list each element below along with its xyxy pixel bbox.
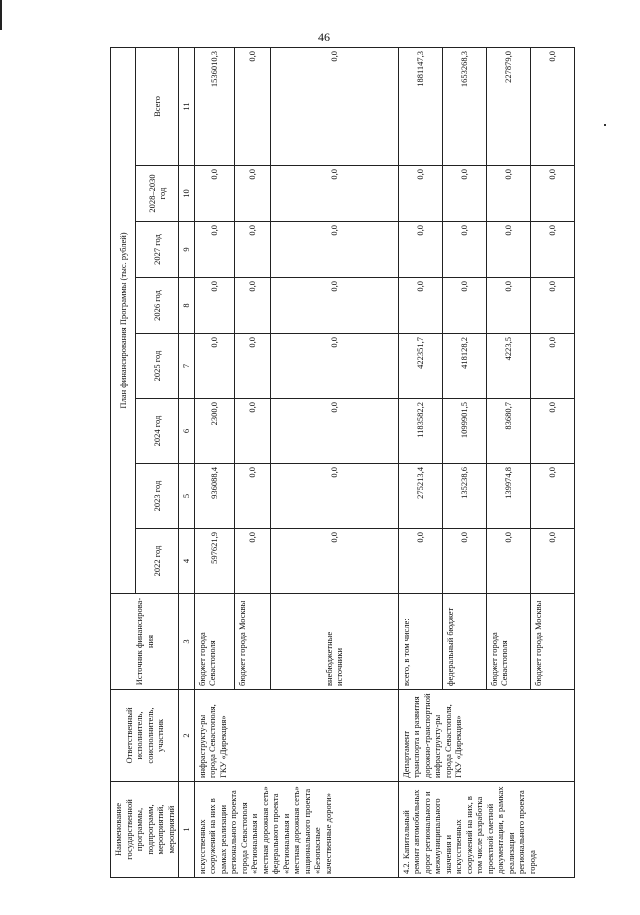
value-cell: 0,0 <box>234 222 270 278</box>
value-cell: 1183582,2 <box>398 399 442 464</box>
value-cell: 597621,9 <box>194 529 234 594</box>
value-cell: 0,0 <box>486 222 530 278</box>
value-cell: 0,0 <box>194 278 234 334</box>
header-year: 2026 год <box>136 278 179 334</box>
header-year: 2023 год <box>136 464 179 529</box>
value-cell: 0,0 <box>194 166 234 222</box>
value-cell: 1536010,3 <box>194 47 234 165</box>
value-cell: 0,0 <box>486 166 530 222</box>
value-cell: 0,0 <box>234 529 270 594</box>
row-source: всего, в том числе: <box>398 594 442 690</box>
value-cell: 1653268,3 <box>442 47 486 165</box>
financing-table <box>110 47 575 878</box>
col-number: 7 <box>179 334 195 399</box>
value-cell: 0,0 <box>270 529 398 594</box>
table-row <box>398 47 442 877</box>
value-cell: 0,0 <box>398 529 442 594</box>
col-number: 2 <box>179 690 195 782</box>
value-cell: 422351,7 <box>398 334 442 399</box>
value-cell: 0,0 <box>530 399 574 464</box>
value-cell: 0,0 <box>270 278 398 334</box>
row-executor: инфраструкту-ры города Севастополя, ГКУ «Дирекция» <box>194 690 398 782</box>
header-year: 2022 год <box>136 529 179 594</box>
value-cell: 1881147,3 <box>398 47 442 165</box>
header-year: 2024 год <box>136 399 179 464</box>
value-cell: 83680,7 <box>486 399 530 464</box>
value-cell: 0,0 <box>270 166 398 222</box>
col-number: 6 <box>179 399 195 464</box>
value-cell: 0,0 <box>442 166 486 222</box>
header-name: Наименование государственной программы, подпрограмм, мероприятий, мероприятий <box>111 782 179 878</box>
value-cell: 0,0 <box>486 278 530 334</box>
value-cell: 0,0 <box>270 222 398 278</box>
value-cell: 4223,5 <box>486 334 530 399</box>
value-cell: 2300,0 <box>194 399 234 464</box>
row-source: внебюджетные источники <box>270 594 398 690</box>
value-cell: 0,0 <box>270 47 398 165</box>
row-source: бюджет города Севастополя <box>486 594 530 690</box>
row-executor: Департамент транспорта и развития дорожно-транспортной инфраструкту-ры города Севастополя, ГКУ «Дирекция» <box>398 690 574 782</box>
col-number: 10 <box>179 166 195 222</box>
value-cell: 0,0 <box>234 166 270 222</box>
value-cell: 0,0 <box>194 222 234 278</box>
col-number: 9 <box>179 222 195 278</box>
value-cell: 0,0 <box>270 334 398 399</box>
row-source: бюджет города Москвы <box>234 594 270 690</box>
value-cell: 0,0 <box>398 222 442 278</box>
value-cell: 0,0 <box>530 222 574 278</box>
header-source: Источник финансирова-ния <box>111 594 179 690</box>
value-cell: 0,0 <box>530 529 574 594</box>
value-cell: 0,0 <box>442 222 486 278</box>
col-number: 3 <box>179 594 195 690</box>
value-cell: 275213,4 <box>398 464 442 529</box>
value-cell: 936088,4 <box>194 464 234 529</box>
value-cell: 0,0 <box>530 334 574 399</box>
table-row <box>194 47 234 877</box>
value-cell: 418128,2 <box>442 334 486 399</box>
header-year: 2025 год <box>136 334 179 399</box>
header-plan: План финансирования Программы (тыс. рублей) <box>111 47 136 593</box>
value-cell: 0,0 <box>234 47 270 165</box>
col-number: 11 <box>179 47 195 165</box>
value-cell: 0,0 <box>398 166 442 222</box>
value-cell: 139974,8 <box>486 464 530 529</box>
header-year: 2028–2030 год <box>136 166 179 222</box>
row-name: искусственных сооружений на них в рамках реализации регионального проекта города Севастополя «Региональная и местная дорожная сеть» федерального проекта «Региональная и местная дорожная сеть» национального проекта «Безопасные качественные дороги» <box>194 782 398 878</box>
header-executor: Ответственный исполнитель, соисполнитель, участник <box>111 690 179 782</box>
value-cell: 0,0 <box>530 166 574 222</box>
value-cell: 0,0 <box>398 278 442 334</box>
value-cell: 227879,0 <box>486 47 530 165</box>
value-cell: 0,0 <box>486 529 530 594</box>
row-name: 4.2. Капитальный ремонт автомобильных дорог регионального и межмуниципального значения и искусственных сооружений на них, в том числе разработка проектной сметной документации, в рамках реализации регионального проекта города <box>398 782 574 878</box>
value-cell: 1099901,5 <box>442 399 486 464</box>
value-cell: 0,0 <box>530 278 574 334</box>
header-total: Всего <box>136 47 179 165</box>
value-cell: 0,0 <box>234 464 270 529</box>
scan-dot <box>604 124 606 126</box>
col-number: 4 <box>179 529 195 594</box>
rotated-table-wrapper <box>110 48 580 878</box>
col-number: 8 <box>179 278 195 334</box>
value-cell: 0,0 <box>270 399 398 464</box>
value-cell: 0,0 <box>442 529 486 594</box>
header-row-1 <box>111 47 136 877</box>
row-source: бюджет города Севастополя <box>194 594 234 690</box>
value-cell: 0,0 <box>270 464 398 529</box>
value-cell: 0,0 <box>530 464 574 529</box>
column-number-row <box>179 47 195 877</box>
value-cell: 0,0 <box>234 334 270 399</box>
value-cell: 0,0 <box>530 47 574 165</box>
value-cell: 135238,6 <box>442 464 486 529</box>
page-number: 46 <box>318 30 330 44</box>
header-year: 2027 год <box>136 222 179 278</box>
col-number: 1 <box>179 782 195 878</box>
value-cell: 0,0 <box>234 278 270 334</box>
row-source: федеральный бюджет <box>442 594 486 690</box>
row-source: бюджет города Москвы <box>530 594 574 690</box>
scan-edge-mark <box>0 0 2 30</box>
value-cell: 0,0 <box>442 278 486 334</box>
value-cell: 0,0 <box>194 334 234 399</box>
col-number: 5 <box>179 464 195 529</box>
value-cell: 0,0 <box>234 399 270 464</box>
